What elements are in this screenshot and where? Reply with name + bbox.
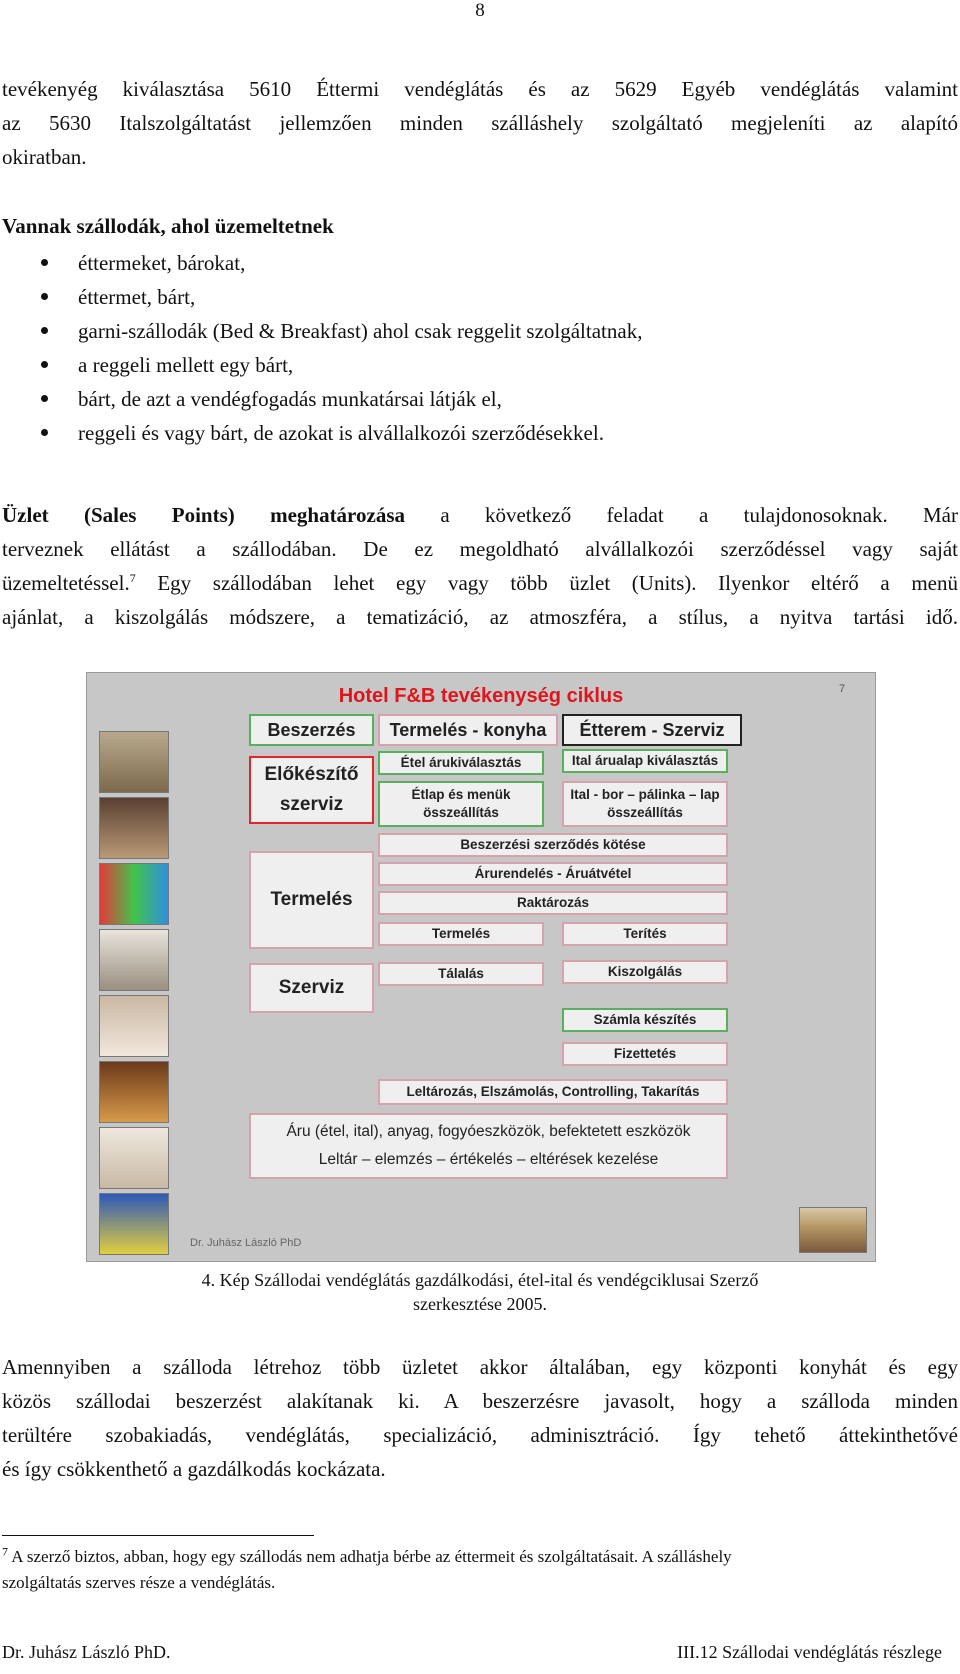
footnote-ref[interactable]: 7 xyxy=(129,571,136,585)
bullet-icon xyxy=(41,293,48,300)
fb-cycle-figure xyxy=(86,672,876,1262)
list-item: bárt, de azt a vendégfogadás munkatársai látják el, xyxy=(0,382,642,416)
footnote-number: 7 xyxy=(2,1544,8,1559)
bullet-icon xyxy=(41,395,48,402)
box-termeles: Termelés xyxy=(378,922,544,946)
box-beszerzesi-szerzodes: Beszerzési szerződés kötése xyxy=(378,833,728,857)
hotel-building-photo xyxy=(99,731,169,793)
box-szamla-keszites: Számla készítés xyxy=(562,1008,728,1032)
list-item: éttermeket, bárokat, xyxy=(0,246,642,280)
para-line: Amennyiben a szálloda létrehoz több üzletet akkor általában, egy központi konyhát és egy xyxy=(2,1355,958,1379)
bullet-icon xyxy=(41,361,48,368)
box-raktarozas: Raktározás xyxy=(378,891,728,915)
list-item: a reggeli mellett egy bárt, xyxy=(0,348,642,382)
bell-photo xyxy=(99,1061,169,1123)
box-arurendeles: Árurendelés - Áruátvétel xyxy=(378,862,728,886)
footnote-divider xyxy=(2,1535,314,1536)
list-item: éttermet, bárt, xyxy=(0,280,642,314)
footer-chapter: III.12 Szállodai vendéglátás részlege xyxy=(677,1642,942,1662)
box-talalas: Tálalás xyxy=(378,962,544,986)
para-line: terveznek ellátást a szállodában. De ez megoldható alvállalkozói szerződéssel vagy saját xyxy=(2,537,958,561)
bar-photo xyxy=(99,863,169,925)
para-line: ajánlat, a kiszolgálás módszere, a tematizáció, az atmoszféra, a stílus, a nyitva tartási idő. xyxy=(2,605,958,629)
bold-lead: Üzlet (Sales Points) meghatározása xyxy=(2,503,405,527)
box-leltarozas: Leltározás, Elszámolás, Controlling, Takarítás xyxy=(378,1079,728,1105)
intro-line: okiratban. xyxy=(2,145,87,169)
sales-points-paragraph xyxy=(2,498,958,634)
figure-credit: Dr. Juhász László PhD xyxy=(190,1237,302,1249)
box-etlap-menuk: Étlap és menük összeállítás xyxy=(378,781,544,827)
box-aru-leltar: Áru (étel, ital), anyag, fogyóeszközök, befektetett eszközök Leltár – elemzés – értékelés – eltérések kezelése xyxy=(249,1113,728,1179)
footer-author: Dr. Juhász László PhD. xyxy=(2,1642,171,1662)
lobby-photo xyxy=(99,929,169,991)
para-line: terültére szobakiadás, vendéglátás, specializáció, adminisztráció. Így tehető áttekinthetővé xyxy=(2,1423,958,1447)
box-elokeszito-szerviz: Előkészítő szerviz xyxy=(249,756,374,824)
list-item: garni-szállodák (Bed & Breakfast) ahol csak reggelit szolgáltatnak, xyxy=(0,314,642,348)
cleaning-cart-photo xyxy=(99,1193,169,1255)
footnote: $^7$ A szerző biztos, abban, hogy egy szállodás nem adhatja bérbe az éttermeit és szolgáltatásait. A szálláshely szolgáltatás szerves része a vendéglátás. xyxy=(2,1544,732,1592)
page-number: 8 xyxy=(475,0,485,21)
intro-paragraph xyxy=(2,72,958,174)
figure-title: Hotel F&B tevékenység ciklus xyxy=(338,685,624,707)
box-ital-arualap: Ital árualap kiválasztás xyxy=(562,749,728,773)
box-fizettetes: Fizettetés xyxy=(562,1042,728,1066)
reception-photo xyxy=(99,797,169,859)
para-line: közös szállodai beszerzést alakítanak ki. A beszerzésre javasolt, hogy a szálloda minden xyxy=(2,1389,958,1413)
figure-caption: 4. Kép Szállodai vendéglátás gazdálkodási, étel-ital és vendégciklusai Szerző szerkesztése 2005. xyxy=(201,1270,759,1314)
box-kiszolgalas: Kiszolgálás xyxy=(562,960,728,984)
list-item: reggeli és vagy bárt, de azokat is alvállalkozói szerződésekkel. xyxy=(0,416,642,450)
banquet-hall-photo xyxy=(799,1207,867,1253)
bullet-list xyxy=(0,246,642,450)
box-szerviz-left: Szerviz xyxy=(249,963,374,1013)
para-line: és így csökkenthető a gazdálkodás kockázata. xyxy=(2,1457,386,1481)
header-etterem-szerviz: Étterem - Szerviz xyxy=(562,714,742,746)
box-etel-arukivalasztas: Étel árukiválasztás xyxy=(378,751,544,775)
box-terites: Terítés xyxy=(562,922,728,946)
para-line: üzemeltetéssel.$^7$ Egy szállodában lehet egy vagy több üzlet (Units). Ilyenkor eltérő a menü xyxy=(2,571,958,595)
intro-line: az 5630 Italszolgáltatást jellemzően minden szálláshely szolgáltató megjeleníti az alapító xyxy=(2,111,958,135)
header-beszerzes: Beszerzés xyxy=(249,714,374,746)
intro-line: tevékenyég kiválasztása 5610 Éttermi vendéglátás és az 5629 Egyéb vendéglátás valamint xyxy=(2,77,958,101)
closing-paragraph xyxy=(2,1350,958,1486)
para-line: Üzlet (Sales Points) meghatározása a következő feladat a tulajdonosoknak. Már xyxy=(2,503,958,527)
bullet-icon xyxy=(41,429,48,436)
hand-photo xyxy=(99,995,169,1057)
bullet-icon xyxy=(41,259,48,266)
bullet-icon xyxy=(41,327,48,334)
header-termeles-konyha: Termelés - konyha xyxy=(378,714,558,746)
housekeeping-photo xyxy=(99,1127,169,1189)
slide-number: 7 xyxy=(839,683,846,695)
section-heading: Vannak szállodák, ahol üzemeltetnek xyxy=(2,214,334,238)
box-termeles-left: Termelés xyxy=(249,851,374,949)
box-ital-bor-lap: Ital - bor – pálinka – lap összeállítás xyxy=(562,781,728,827)
